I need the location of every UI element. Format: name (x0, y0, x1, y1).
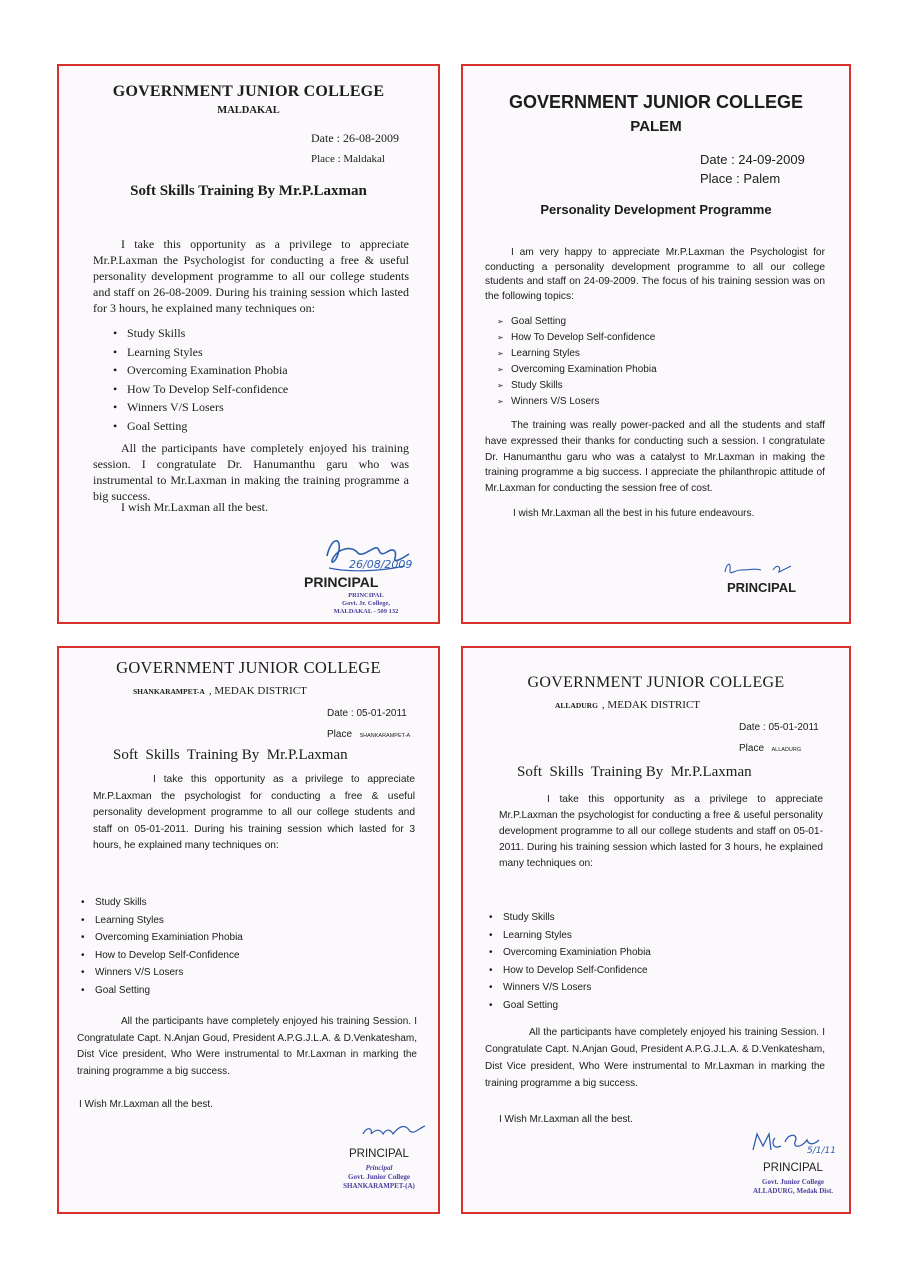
letter-date: Date : 24-09-2009 (700, 152, 805, 167)
intro-paragraph: I take this opportunity as a privilege to appreciate Mr.P.Laxman the psychologist for conducting a free & useful personality development programme to all our college students and staff on 05-01-2011. During his training session which lasted for 3 hours, he explained many techniques on: (499, 794, 823, 869)
wish-line: I Wish Mr.Laxman all the best. (79, 1099, 213, 1110)
college-location: MALDAKAL (217, 105, 280, 116)
signature-date: 26/08/2009 (349, 558, 413, 571)
list-item: • Goal Setting (113, 418, 188, 433)
signature-date: 5/1/11 (807, 1146, 836, 1156)
list-item: • Study Skills (113, 326, 186, 340)
list-item: • Learning Styles (81, 914, 164, 926)
wish-line: I Wish Mr.Laxman all the best. (499, 1114, 633, 1125)
letter-subject: Soft Skills Training By Mr.P.Laxman (113, 747, 348, 763)
letter-shankarampet (57, 646, 440, 1214)
list-item: ➢ Overcoming Examination Phobia (497, 364, 657, 375)
list-item: • How to Develop Self-Confidence (489, 964, 648, 976)
letter-date: Date : 26-08-2009 (311, 131, 399, 145)
college-stamp: Govt. Junior College ALLADURG, Medak Dist. (752, 1178, 834, 1195)
principal-signature (359, 1120, 439, 1146)
closing-paragraph: All the participants have completely enjoyed his training session. I congratulate Dr. Hanumanthu garu who was instrumental to Mr.Laxman in making the training programme a big success. (93, 441, 409, 503)
college-location-line (555, 695, 700, 713)
list-item: ➢ Goal Setting (497, 316, 567, 327)
intro-paragraph: I am very happy to appreciate Mr.P.Laxman the Psychologist for conducting a personality development programme to all our college students and staff on 24-09-2009. The focus of his training session was on the following topics: (485, 247, 825, 302)
letter-place: Place : Maldakal (311, 153, 385, 165)
letter-maldakal (57, 64, 440, 624)
closing-paragraph: The training was really power-packed and all the students and staff have expressed their thanks for conducting such a session. I congratulate Dr. Hanumanthu garu who was a catalyst to Mr.Laxman in making the training programme a big success. I appreciate the philanthropic attitude of Mr.Laxman for conducting the session free of cost. (485, 420, 825, 495)
list-item: • Learning Styles (113, 344, 203, 359)
topic-list (81, 894, 243, 1000)
letter-place-line: Place ALLADURG (739, 743, 802, 754)
closing-paragraph: All the participants have completely enjoyed his training Session. I Congratulate Capt. N.Anjan Goud, President A.P.G.J.L.A. & D.Venkatesham, Dist Vice president, Who Were instrumental to Mr.Laxman in marking the training programme a big success. (77, 1016, 417, 1077)
letter-date: Date : 05-01-2011 (739, 722, 819, 733)
college-name: GOVERNMENT JUNIOR COLLEGE (116, 658, 381, 677)
college-location: PALEM (630, 118, 682, 135)
letter-subject: Personality Development Programme (540, 202, 772, 217)
letter-place-line: Place SHANKARAMPET-A (327, 729, 411, 740)
list-item: • Study Skills (489, 912, 555, 923)
topic-list (113, 324, 288, 435)
list-item: ➢ Winners V/S Losers (497, 396, 600, 407)
wish-line: I wish Mr.Laxman all the best. (121, 500, 268, 514)
letter-alladurg (461, 646, 851, 1214)
letter-date: Date : 05-01-2011 (327, 708, 407, 719)
list-item: • Winners V/S Losers (489, 982, 592, 994)
list-item: • How To Develop Self-confidence (113, 381, 289, 396)
list-item: • Winners V/S Losers (81, 967, 184, 979)
letter-place: Place : Palem (700, 171, 781, 186)
principal-signature (721, 558, 811, 580)
principal-title: PRINCIPAL (727, 580, 797, 595)
letter-subject: Soft Skills Training By Mr.P.Laxman (517, 764, 752, 780)
intro-paragraph: I take this opportunity as a privilege to appreciate Mr.P.Laxman the Psychologist for conducting a free & useful personality development programme to all our college students and staff on 26-08-2009. During his training session which lasted for 3 hours, he explained many techniques on: (93, 237, 409, 315)
college-name: GOVERNMENT JUNIOR COLLEGE (112, 83, 385, 100)
letter-subject: Soft Skills Training By Mr.P.Laxman (130, 183, 367, 199)
district-name: , MEDAK DISTRICT (601, 699, 701, 711)
list-item: ➢ How To Develop Self-confidence (497, 332, 656, 343)
list-item: • Overcoming Examiniation Phobia (489, 947, 651, 959)
list-item: • Goal Setting (81, 984, 151, 996)
list-item: • Overcoming Examiniation Phobia (81, 932, 243, 944)
principal-title: PRINCIPAL (763, 1162, 823, 1174)
college-stamp: Principal Govt. Junior College SHANKARAMPET-(A) (343, 1164, 415, 1190)
list-item: ➢ Learning Styles (497, 348, 580, 359)
list-item: • How to Develop Self-Confidence (81, 949, 240, 961)
principal-title: PRINCIPAL (304, 574, 379, 590)
wish-line: I wish Mr.Laxman all the best in his future endeavours. (513, 508, 755, 519)
closing-paragraph: All the participants have completely enjoyed his training Session. I Congratulate Capt. N.Anjan Goud, President A.P.G.J.L.A. & D.Venkatesham, Dist Vice president, Who Were instrumental to Mr.Laxman in marking the training programme a big success. (485, 1027, 825, 1089)
list-item: • Goal Setting (489, 999, 559, 1011)
list-item: • Winners V/S Losers (113, 400, 224, 414)
list-item: ➢ Study Skills (497, 380, 563, 391)
college-location: SHANKARAMPET-A (133, 687, 205, 696)
district-name: , MEDAK DISTRICT (208, 685, 307, 697)
list-item: • Overcoming Examination Phobia (113, 363, 288, 377)
topic-list (489, 909, 651, 1015)
list-item: • Learning Styles (489, 929, 572, 941)
college-location-line (133, 681, 307, 699)
letter-palem (461, 64, 851, 624)
list-item: • Study Skills (81, 897, 147, 908)
topic-list (497, 314, 657, 410)
principal-title: PRINCIPAL (349, 1148, 409, 1160)
college-name: GOVERNMENT JUNIOR COLLEGE (527, 674, 785, 691)
college-stamp: PRINCIPAL Govt. Jr. College, MALDAKAL - 509 132 (333, 592, 399, 615)
intro-paragraph: I take this opportunity as a privilege to appreciate Mr.P.Laxman the psychologist for conducting a free & useful personality development programme to all our college students and staff on 05-01-2011. During his training session which lasted for 3 hours, he explained many techniques on: (93, 774, 415, 851)
college-location: ALLADURG (555, 701, 598, 710)
college-name: GOVERNMENT JUNIOR COLLEGE (508, 92, 804, 112)
